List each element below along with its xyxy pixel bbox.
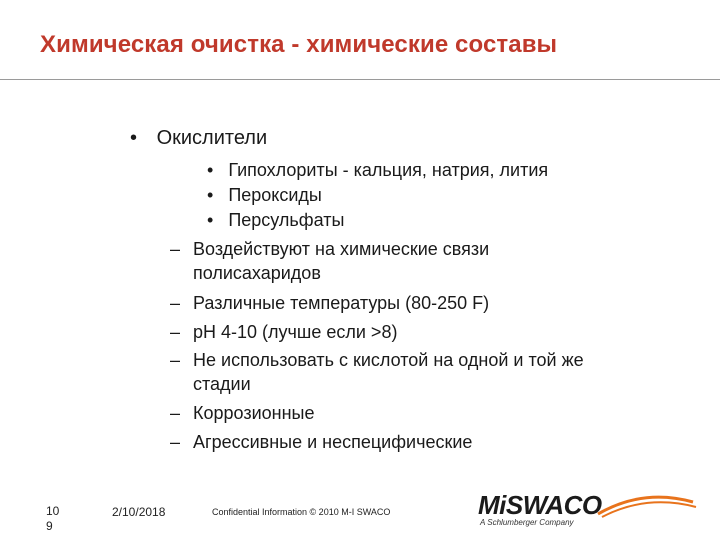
bullet-level1	[130, 126, 267, 150]
company-logo	[478, 490, 708, 530]
dash-text: полисахаридов	[193, 263, 321, 283]
footer-confidential: Confidential Information © 2010 M-I SWACO	[212, 507, 391, 517]
logo-swoosh-icon	[588, 492, 698, 518]
dash-text: Коррозионные	[193, 403, 315, 423]
bullet-text: Гипохлориты - кальция, натрия, лития	[228, 160, 549, 180]
bullet-marker: •	[207, 160, 214, 180]
dash-marker: –	[170, 432, 181, 452]
bullet-marker: •	[130, 127, 138, 149]
slide-title: Химическая очистка - химические составы	[40, 31, 558, 58]
dash-item	[170, 320, 180, 344]
dash-text: Не использовать с кислотой на одной и той же	[193, 350, 584, 370]
footer-date: 2/10/2018	[112, 505, 166, 519]
dash-item	[170, 291, 180, 315]
dash-item	[170, 348, 180, 372]
bullet-level2	[207, 208, 344, 232]
bullet-text: Окислители	[156, 127, 268, 149]
logo-tagline: A Schlumberger Company	[480, 518, 574, 527]
bullet-text: Пероксиды	[228, 185, 322, 205]
dash-marker: –	[170, 350, 181, 370]
dash-marker: –	[170, 403, 181, 423]
dash-item	[170, 430, 180, 454]
dash-item	[170, 237, 180, 261]
dash-marker: –	[170, 293, 181, 313]
page-number-cont: 9	[46, 519, 53, 533]
bullet-marker: •	[207, 185, 214, 205]
bullet-level2	[207, 183, 322, 207]
page-number: 10	[46, 504, 60, 518]
bullet-text: Персульфаты	[228, 210, 345, 230]
bullet-marker: •	[207, 210, 214, 230]
dash-marker: –	[170, 239, 181, 259]
logo-wordmark: MiSWACO	[478, 490, 602, 520]
dash-item	[170, 401, 180, 425]
dash-text: pH 4-10 (лучше если >8)	[193, 322, 398, 342]
dash-marker: –	[170, 322, 181, 342]
title-divider	[0, 79, 720, 80]
dash-text: Воздействуют на химические связи	[193, 239, 490, 259]
dash-text: Агрессивные и неспецифические	[193, 432, 473, 452]
dash-text: стадии	[193, 374, 251, 394]
bullet-level2	[207, 158, 548, 182]
dash-text: Различные температуры (80-250 F)	[193, 293, 490, 313]
